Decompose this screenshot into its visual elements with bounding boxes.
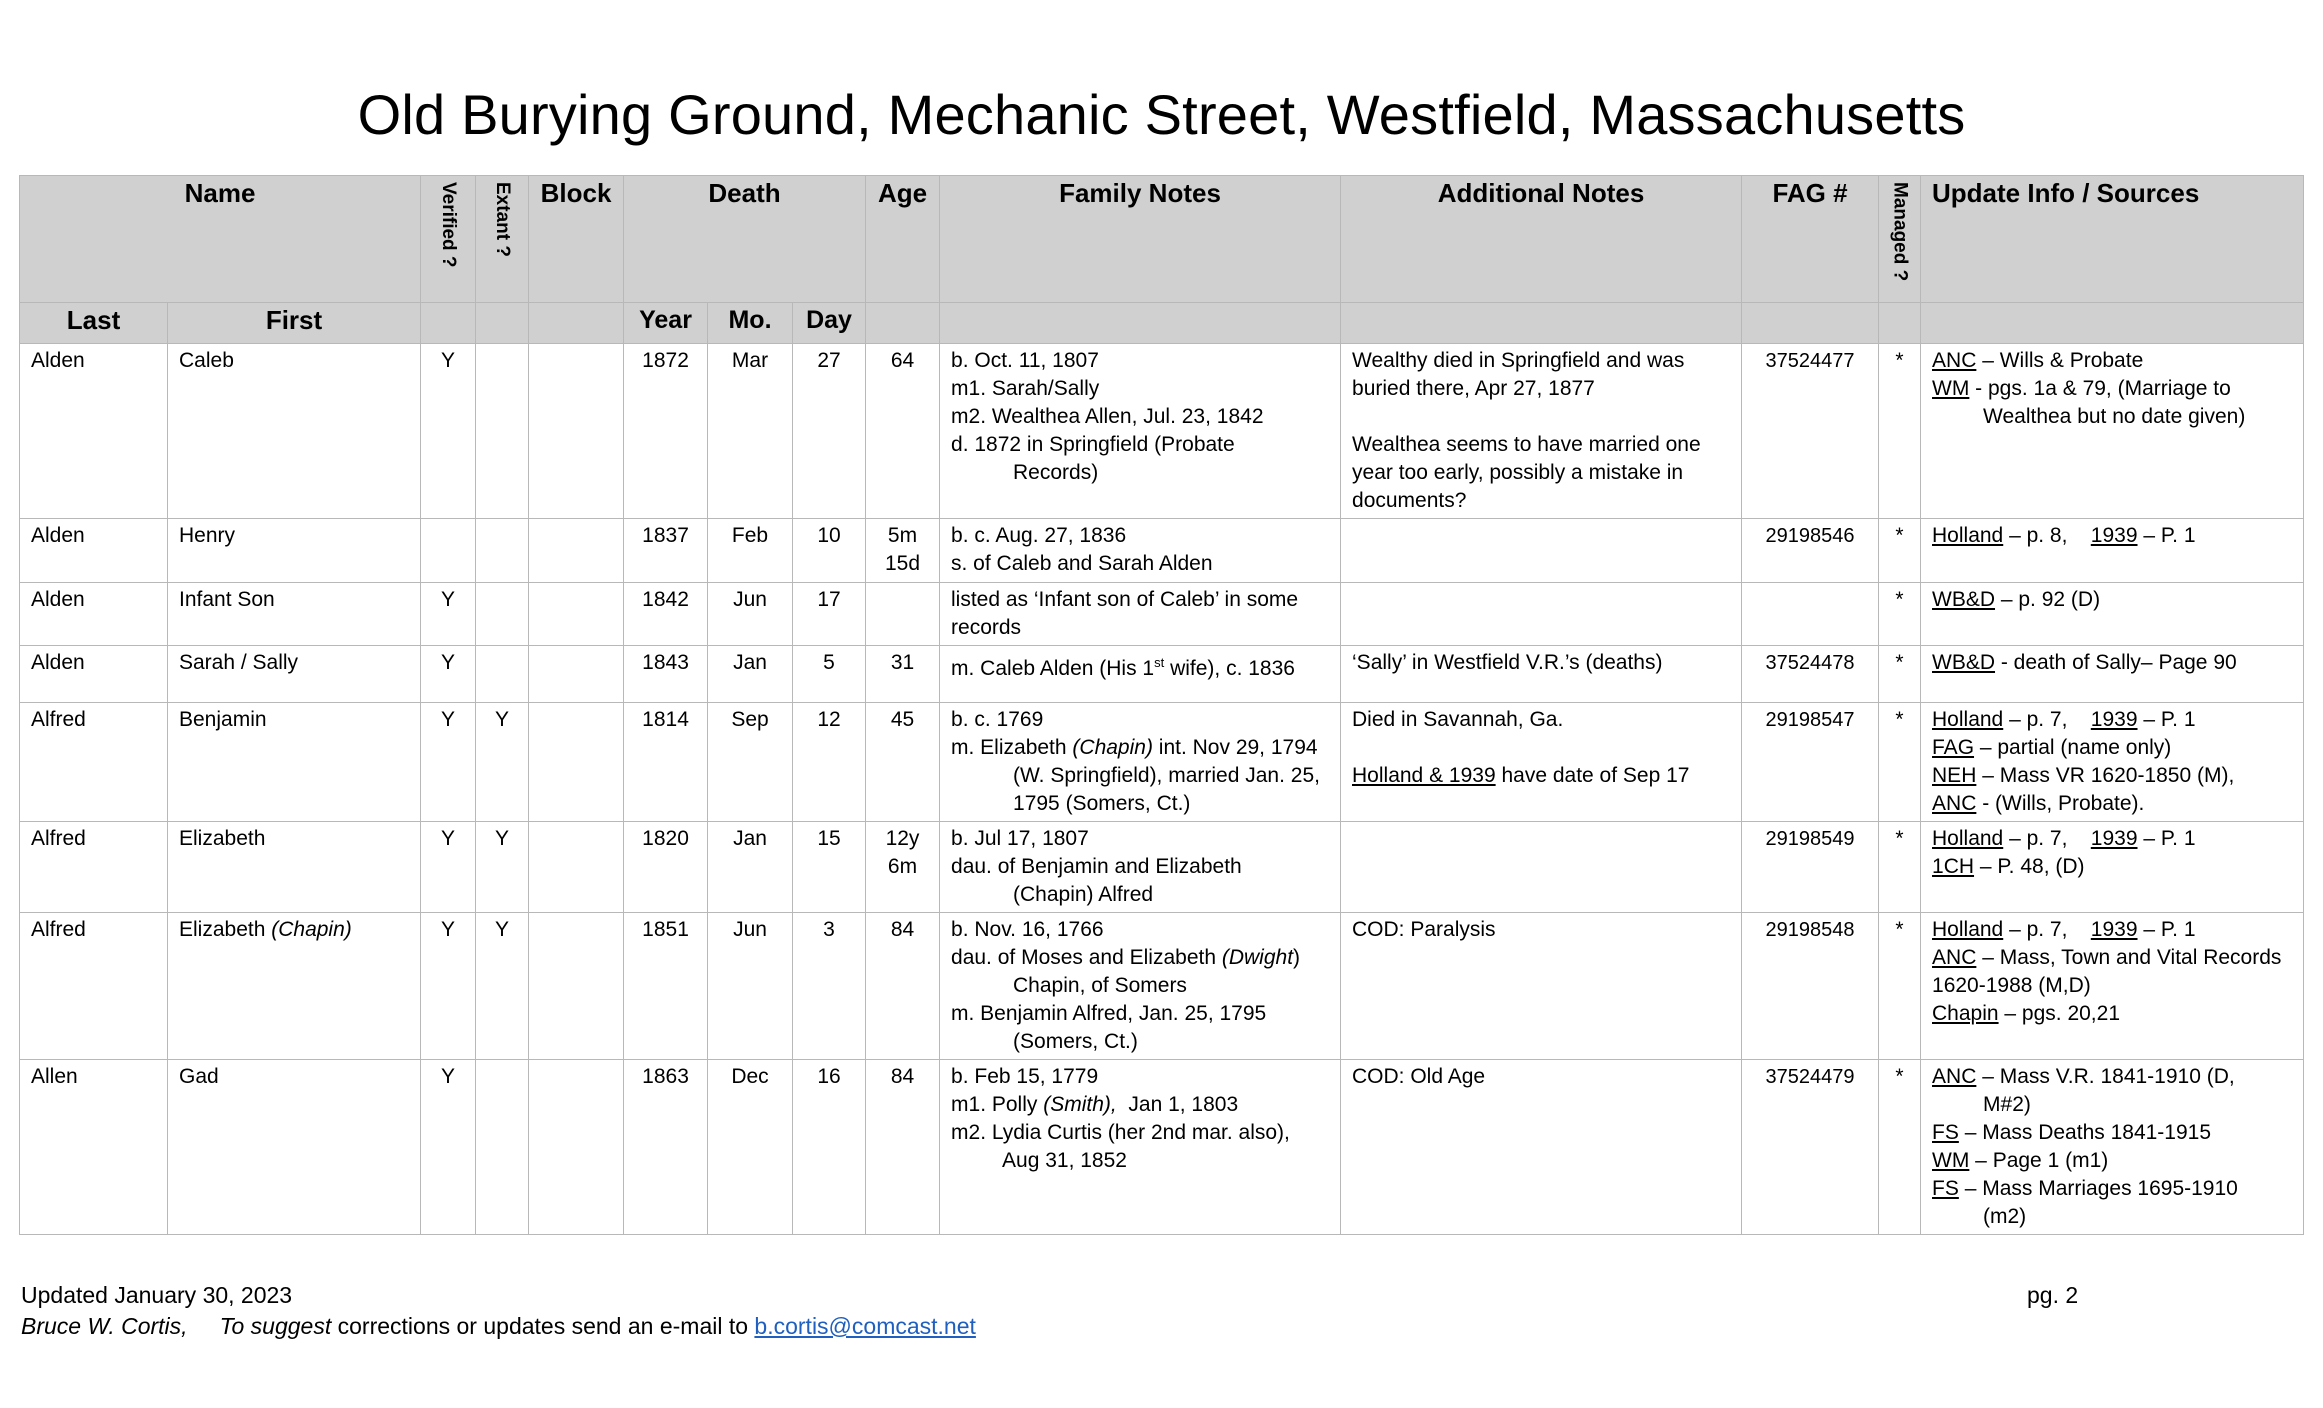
death-month: Jun [708, 583, 793, 646]
age-cell: 45 [866, 703, 940, 822]
table-row [20, 344, 2304, 519]
family-notes: m. Caleb Alden (His 1st wife), c. 1836 [940, 646, 1341, 703]
source-link: FS [1932, 1177, 1959, 1200]
extant-cell [476, 1060, 529, 1235]
block-cell [529, 913, 624, 1060]
block-cell [529, 703, 624, 822]
additional-notes: Wealthy died in Springfield and was buried there, Apr 27, 1877 Wealthea seems to have married one year too early, possibly a mistake in documents? [1341, 344, 1742, 519]
fag-number: 37524477 [1742, 344, 1879, 519]
age-cell: 84 [866, 913, 940, 1060]
header-managed: Managed ? [1879, 176, 1921, 303]
header-year: Year [624, 303, 708, 344]
death-month: Jan [708, 822, 793, 913]
footer-contact: Bruce W. Cortis, To suggest corrections or updates send an e-mail to b.cortis@comcast.net [21, 1313, 976, 1339]
source-link: FS [1932, 1121, 1959, 1144]
updated-date: Updated January 30, 2023 [21, 1282, 293, 1308]
first-name: Elizabeth (Chapin) [168, 913, 421, 1060]
death-year: 1851 [624, 913, 708, 1060]
extant-cell [476, 583, 529, 646]
managed-cell: * [1879, 583, 1921, 646]
death-month: Feb [708, 519, 793, 583]
managed-cell: * [1879, 822, 1921, 913]
family-notes: listed as ‘Infant son of Caleb’ in some records [940, 583, 1341, 646]
table-row [20, 583, 2304, 646]
last-name: Alden [20, 646, 168, 703]
header-family-notes: Family Notes [940, 176, 1341, 303]
block-cell [529, 583, 624, 646]
additional-notes: ‘Sally’ in Westfield V.R.’s (deaths) [1341, 646, 1742, 703]
fag-number: 29198548 [1742, 913, 1879, 1060]
fag-number: 29198547 [1742, 703, 1879, 822]
additional-notes [1341, 822, 1742, 913]
death-month: Jun [708, 913, 793, 1060]
age-cell: 31 [866, 646, 940, 703]
source-link: WM [1932, 377, 1970, 400]
header-day: Day [793, 303, 866, 344]
header-month: Mo. [708, 303, 793, 344]
header-first: First [168, 303, 421, 344]
source-link: ANC [1932, 1065, 1977, 1088]
source-link: ANC [1932, 946, 1977, 969]
first-name: Caleb [168, 344, 421, 519]
fag-number: 37524478 [1742, 646, 1879, 703]
last-name: Alden [20, 344, 168, 519]
source-link: NEH [1932, 764, 1977, 787]
extant-cell [476, 646, 529, 703]
age-cell [866, 583, 940, 646]
sources-cell: Holland – p. 7, 1939 – P. 1 ANC – Mass, Town and Vital Records 1620-1988 (M,D) Chapin – pgs. 20,21 [1921, 913, 2304, 1060]
age-cell: 12y 6m [866, 822, 940, 913]
source-link: Holland [1932, 708, 2004, 731]
verified-cell: Y [421, 344, 476, 519]
family-notes: b. Nov. 16, 1766 dau. of Moses and Elizabeth (Dwight) Chapin, of Somers m. Benjamin Alfred, Jan. 25, 1795 (Somers, Ct.) [940, 913, 1341, 1060]
source-link: FAG [1932, 736, 1975, 759]
header-extant: Extant ? [476, 176, 529, 303]
family-notes: b. Oct. 11, 1807 m1. Sarah/Sally m2. Wealthea Allen, Jul. 23, 1842 d. 1872 in Springfield (Probate Records) [940, 344, 1341, 519]
header-block: Block [529, 176, 624, 303]
sources-cell: Holland – p. 7, 1939 – P. 1 1CH – P. 48, (D) [1921, 822, 2304, 913]
source-link: Holland [1932, 827, 2004, 850]
death-day: 3 [793, 913, 866, 1060]
death-day: 16 [793, 1060, 866, 1235]
page-number: pg. 2 [2027, 1282, 2079, 1308]
verified-cell: Y [421, 913, 476, 1060]
table-row [20, 913, 2304, 1060]
sources-cell: Holland – p. 7, 1939 – P. 1 FAG – partial (name only) NEH – Mass VR 1620-1850 (M), ANC - (Wills, Probate). [1921, 703, 2304, 822]
death-month: Sep [708, 703, 793, 822]
extant-cell: Y [476, 822, 529, 913]
managed-cell: * [1879, 519, 1921, 583]
extant-cell: Y [476, 913, 529, 1060]
last-name: Alfred [20, 703, 168, 822]
death-year: 1843 [624, 646, 708, 703]
fag-number [1742, 583, 1879, 646]
extant-cell: Y [476, 703, 529, 822]
death-day: 12 [793, 703, 866, 822]
header-additional-notes: Additional Notes [1341, 176, 1742, 303]
verified-cell: Y [421, 1060, 476, 1235]
family-notes: b. c. 1769 m. Elizabeth (Chapin) int. Nov 29, 1794 (W. Springfield), married Jan. 25, 1795 (Somers, Ct.) [940, 703, 1341, 822]
source-link: Chapin [1932, 1002, 1999, 1025]
source-link: ANC [1932, 792, 1977, 815]
header-name: Name [20, 176, 421, 303]
header-last: Last [20, 303, 168, 344]
family-notes: b. c. Aug. 27, 1836 s. of Caleb and Sarah Alden [940, 519, 1341, 583]
fag-number: 29198549 [1742, 822, 1879, 913]
source-link: 1939 [2090, 708, 2138, 731]
email-link[interactable]: b.cortis@comcast.net [754, 1313, 976, 1339]
death-day: 10 [793, 519, 866, 583]
additional-notes: COD: Paralysis [1341, 913, 1742, 1060]
table-row [20, 646, 2304, 703]
author-name: Bruce W. Cortis, [21, 1313, 188, 1339]
death-day: 17 [793, 583, 866, 646]
family-notes: b. Feb 15, 1779 m1. Polly (Smith), Jan 1, 1803 m2. Lydia Curtis (her 2nd mar. also), Aug 31, 1852 [940, 1060, 1341, 1235]
verified-cell: Y [421, 822, 476, 913]
death-year: 1837 [624, 519, 708, 583]
source-link: 1939 [2090, 918, 2138, 941]
extant-cell [476, 344, 529, 519]
source-link: Holland [1932, 524, 2004, 547]
table-row [20, 703, 2304, 822]
death-day: 15 [793, 822, 866, 913]
verified-cell: Y [421, 703, 476, 822]
additional-notes: Died in Savannah, Ga. Holland & 1939 have date of Sep 17 [1341, 703, 1742, 822]
death-month: Jan [708, 646, 793, 703]
death-year: 1814 [624, 703, 708, 822]
header-fag: FAG # [1742, 176, 1879, 303]
last-name: Allen [20, 1060, 168, 1235]
source-link: 1939 [2090, 827, 2138, 850]
block-cell [529, 646, 624, 703]
source-link: 1CH [1932, 855, 1975, 878]
first-name: Infant Son [168, 583, 421, 646]
header-row [20, 176, 2304, 303]
first-name: Elizabeth [168, 822, 421, 913]
first-name: Henry [168, 519, 421, 583]
block-cell [529, 822, 624, 913]
additional-notes: COD: Old Age [1341, 1060, 1742, 1235]
last-name: Alden [20, 583, 168, 646]
page-title: Old Burying Ground, Mechanic Street, Westfield, Massachusetts [357, 83, 1966, 146]
table-row [20, 822, 2304, 913]
source-link: ANC [1932, 349, 1977, 372]
family-notes: b. Jul 17, 1807 dau. of Benjamin and Elizabeth (Chapin) Alfred [940, 822, 1341, 913]
age-cell: 84 [866, 1060, 940, 1235]
table-row [20, 1060, 2304, 1235]
header-verified: Verified ? [421, 176, 476, 303]
header-death: Death [624, 176, 866, 303]
age-cell: 64 [866, 344, 940, 519]
header-update-info: Update Info / Sources [1921, 176, 2304, 303]
header-age: Age [866, 176, 940, 303]
source-link: WB&D [1932, 651, 1996, 674]
block-cell [529, 1060, 624, 1235]
block-cell [529, 519, 624, 583]
verified-cell: Y [421, 583, 476, 646]
first-name: Benjamin [168, 703, 421, 822]
additional-notes [1341, 583, 1742, 646]
table-row [20, 519, 2304, 583]
first-name: Sarah / Sally [168, 646, 421, 703]
burial-records-table [19, 175, 2304, 1235]
death-day: 27 [793, 344, 866, 519]
first-name: Gad [168, 1060, 421, 1235]
death-month: Mar [708, 344, 793, 519]
death-month: Dec [708, 1060, 793, 1235]
death-day: 5 [793, 646, 866, 703]
source-link: Holland [1932, 918, 2004, 941]
age-cell: 5m 15d [866, 519, 940, 583]
sources-cell: Holland – p. 8, 1939 – P. 1 [1921, 519, 2304, 583]
managed-cell: * [1879, 1060, 1921, 1235]
managed-cell: * [1879, 703, 1921, 822]
death-year: 1872 [624, 344, 708, 519]
subheader-row [20, 303, 2304, 344]
sources-cell: ANC – Wills & Probate WM - pgs. 1a & 79, (Marriage to Wealthea but no date given) [1921, 344, 2304, 519]
source-link: WM [1932, 1149, 1970, 1172]
block-cell [529, 344, 624, 519]
managed-cell: * [1879, 913, 1921, 1060]
death-year: 1863 [624, 1060, 708, 1235]
managed-cell: * [1879, 344, 1921, 519]
verified-cell [421, 519, 476, 583]
source-link: WB&D [1932, 588, 1996, 611]
managed-cell: * [1879, 646, 1921, 703]
last-name: Alden [20, 519, 168, 583]
death-year: 1842 [624, 583, 708, 646]
fag-number: 29198546 [1742, 519, 1879, 583]
last-name: Alfred [20, 913, 168, 1060]
additional-notes [1341, 519, 1742, 583]
sources-cell: ANC – Mass V.R. 1841-1910 (D, M#2) FS – Mass Deaths 1841-1915 WM – Page 1 (m1) FS – Mass Marriages 1695-1910 (m2) [1921, 1060, 2304, 1235]
verified-cell: Y [421, 646, 476, 703]
last-name: Alfred [20, 822, 168, 913]
source-link: 1939 [2090, 524, 2138, 547]
fag-number: 37524479 [1742, 1060, 1879, 1235]
sources-cell: WB&D – p. 92 (D) [1921, 583, 2304, 646]
sources-cell: WB&D - death of Sally– Page 90 [1921, 646, 2304, 703]
death-year: 1820 [624, 822, 708, 913]
extant-cell [476, 519, 529, 583]
